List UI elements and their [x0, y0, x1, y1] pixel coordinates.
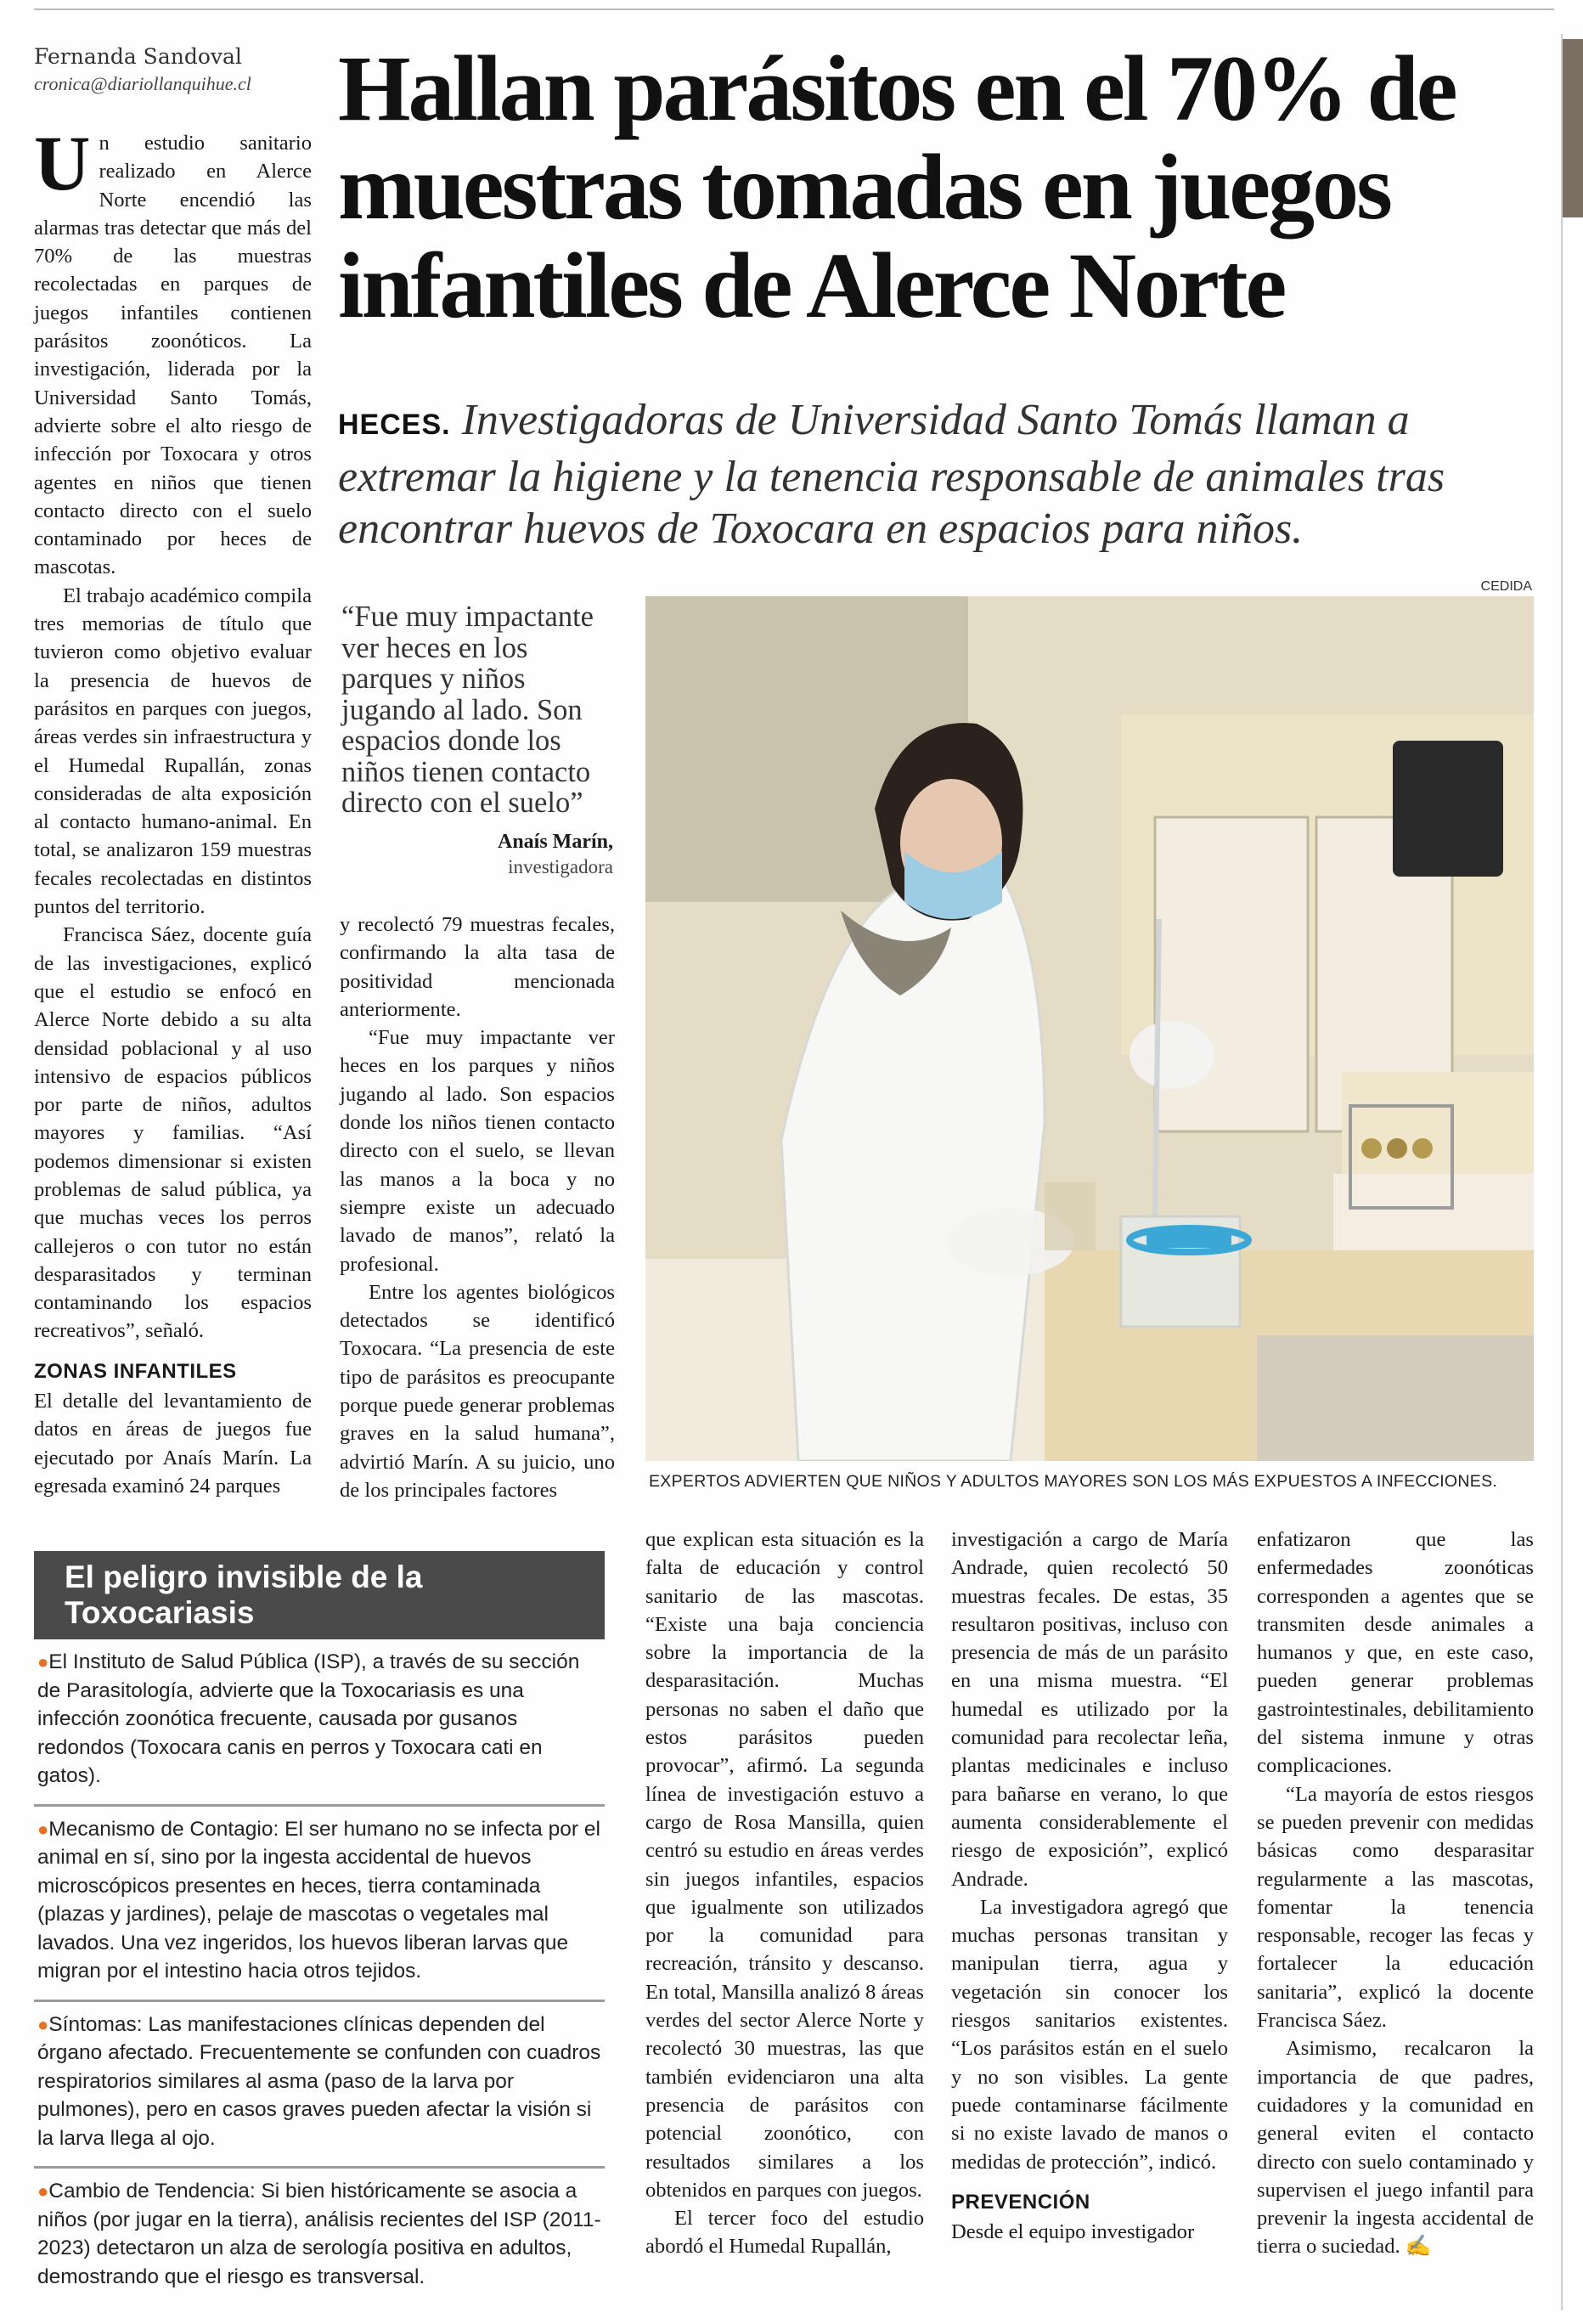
col2-paragraph: Entre los agentes biológicos detectados se identificó Toxocara. “La presencia de este tipo de parásitos es preocupante porque puede generar problemas graves en la salud humana”, advirtió Marín. A su juicio, uno de los principales factores	[340, 1280, 615, 1502]
deck-kicker: HECES.	[338, 409, 451, 441]
info-box-item	[34, 1807, 605, 2002]
drop-cap: U	[34, 120, 91, 206]
info-box-item-text: El Instituto de Salud Pública (ISP), a través de su sección de Parasitología, advierte que la Toxocariasis es una infección zoonótica frecuente, causada por gusanos redondos (Toxocara canis en perros y Toxocara cati en gatos).	[37, 1650, 580, 1787]
info-box-item	[34, 1639, 605, 1807]
subhead-prevencion: PREVENCIÓN	[951, 2190, 1090, 2214]
col1-paragraph: El trabajo académico compila tres memorias de título que tuvieron como objetivo evaluar la presencia de huevos de parásitos en parques con juegos, áreas verdes sin infraestructura y el Humedal Rupallán, zonas consideradas de alta exposición al contacto humano-animal. En total, se analizaron 159 muestras fecales recolectadas en distintos puntos del territorio.	[34, 584, 312, 919]
byline-email: cronica@diariollanquihue.cl	[34, 73, 251, 94]
pull-quote-name: Anaís Marín,	[497, 831, 613, 853]
neighbor-column-strip	[1561, 34, 1583, 2310]
col1-paragraph: n estudio sanitario realizado en Alerce Norte encendió las alarmas tras detectar que más del 70% de las muestras recolectadas en parques de juegos infantiles contienen parásitos zoonóticos. La investigación, liderada por la Universidad Santo Tomás, advierte sobre el alto riesgo de infección por Toxocara y otros agentes en niños que tienen contacto directo con el suelo contaminado por heces de mascotas.	[34, 132, 312, 579]
info-box-title: El peligro invisible de la Toxocariasis	[34, 1551, 605, 1639]
top-rule	[34, 8, 1554, 10]
col5-paragraph: “La mayoría de estos riesgos se pueden prevenir con medidas básicas como desparasitar regularmente a las mascotas, fomentar la tenencia responsable, recoger las fecas y fortalecer la educación sanitaria”, explicó la docente Francisca Sáez.	[1257, 1782, 1534, 2033]
bullet-icon: ●	[37, 2013, 49, 2035]
bullet-icon: ●	[37, 2180, 49, 2202]
headline: Hallan parásitos en el 70% de muestras tomadas en juegos infantiles de Alerce Norte	[338, 37, 1456, 337]
lab-photo-illustration	[645, 596, 1534, 1461]
col2-paragraph: “Fue muy impactante ver heces en los parques y niños jugando al lado. Son espacios donde los niños tienen contacto directo con el suelo, se llevan las manos a la boca y no siempre existe un adecuado lavado de manos”, relató la profesional.	[340, 1026, 615, 1276]
col4-paragraph: investigación a cargo de María Andrade, quien recolectó 50 muestras fecales. De estas, 35 resultaron positivas, incluso con presencia de más de un parásito en una misma muestra. “El humedal es utilizado por la comunidad para recolectar leña, plantas medicinales e incluso para bañarse en verano, lo que aumenta considerablemente el riesgo de exposición”, explicó Andrade.	[951, 1528, 1228, 1891]
col4-paragraph: Desde el equipo investigador	[951, 2220, 1195, 2244]
bullet-icon: ●	[37, 1651, 49, 1672]
column-3	[645, 1526, 924, 2261]
bullet-icon: ●	[37, 1818, 49, 1840]
column-5	[1257, 1526, 1534, 2261]
neighbor-photo-fragment	[1563, 39, 1583, 217]
column-2	[340, 911, 615, 1504]
col2-paragraph: y recolectó 79 muestras fecales, confirmando la alta tasa de positividad mencionada anteriormente.	[340, 913, 615, 1021]
info-box-item-text: Cambio de Tendencia: Si bien históricamente se asocia a niños (por jugar en la tierra), análisis recientes del ISP (2011-2023) detectaron un alza de serología positiva en adultos, demostrando que el riesgo es transversal.	[37, 2180, 601, 2288]
photo-caption: EXPERTOS ADVIERTEN QUE NIÑOS Y ADULTOS MAYORES SON LOS MÁS EXPUESTOS A INFECCIONES.	[649, 1472, 1498, 1491]
col1-paragraph: El detalle del levantamiento de datos en áreas de juegos fue ejecutado por Anaís Marín. La egresada examinó 24 parques	[34, 1390, 312, 1498]
end-mark-icon: ✍	[1405, 2235, 1432, 2259]
info-box	[34, 1551, 605, 2304]
info-box-item	[34, 2002, 605, 2169]
byline-author: Fernanda Sandoval	[34, 44, 242, 69]
column-1	[34, 120, 312, 1500]
col5-paragraph: enfatizaron que las enfermedades zoonóticas corresponden a agentes que se transmiten desde animales a humanos y que, en este caso, pueden generar problemas gastrointestinales, debilitamiento del sistema inmune y otras complicaciones.	[1257, 1528, 1534, 1778]
col5-paragraph-text: Asimismo, recalcaron la importancia de que padres, cuidadores y la comunidad en general eviten el contacto directo con suelo contaminado y supervisen el juego infantil para prevenir la ingesta accidental de tierra o suciedad.	[1257, 2037, 1534, 2259]
column-4	[951, 1526, 1228, 2246]
pull-quote-role: investigadora	[508, 856, 613, 877]
col3-paragraph: El tercer foco del estudio abordó el Humedal Rupallán,	[645, 2207, 924, 2259]
col1-paragraph: Francisca Sáez, docente guía de las investigaciones, explicó que el estudio se enfocó en Alerce Norte debido a su alta densidad poblacional y al uso intensivo de espacios públicos por parte de niños, adultos mayores y familias. “Así podemos dimensionar si existen problemas de salud pública, ya que muchas veces los perros callejeros o con tutor no están desparasitados y terminan contaminando los espacios recreativos”, señaló.	[34, 923, 312, 1343]
photo-credit: CEDIDA	[1480, 579, 1532, 594]
deck-text: Investigadoras de Universidad Santo Tomás llaman a extremar la higiene y la tenencia responsable de animales tras encontrar huevos de Toxocara en espacios para niños.	[338, 396, 1445, 553]
pull-quote: “Fue muy impactante ver heces en los parques y niños jugando al lado. Son espacios donde los niños tienen contacto directo con el suelo”	[341, 601, 594, 819]
info-box-item	[34, 2169, 605, 2304]
info-box-item-text: Síntomas: Las manifestaciones clínicas dependen del órgano afectado. Frecuentemente se confunden con cuadros respiratorios similares al asma (paso de la larva por pulmones), pero en casos graves pueden afectar la visión si la larva llega al ojo.	[37, 2012, 601, 2150]
col5-paragraph	[1257, 2034, 1534, 2260]
col3-paragraph: que explican esta situación es la falta de educación y control sanitario de las mascotas. “Existe una baja conciencia sobre la importancia de la desparasitación. Muchas personas no saben el daño que estos parásitos pueden provocar”, afirmó. La segunda línea de investigación estuvo a cargo de Rosa Mansilla, quien centró su estudio en áreas verdes sin juegos infantiles, espacios que igualmente son utilizados por la comunidad para recreación, tránsito y descanso. En total, Mansilla analizó 8 áreas verdes del sector Alerce Norte y recolectó 30 muestras, las que también evidenciaron una alta presencia de parásitos con potencial zoonótico, con resultados similares a los obtenidos en parques con juegos.	[645, 1528, 924, 2202]
info-box-item-text: Mecanismo de Contagio: El ser humano no se infecta por el animal en sí, sino por la ingesta accidental de huevos microscópicos presentes en heces, tierra contaminada (plazas y jardines), pelaje de mascotas o vegetales mal lavados. Una vez ingeridos, los huevos liberan larvas que migran por el intestino hacia otros tejidos.	[37, 1817, 600, 1983]
col4-paragraph: La investigadora agregó que muchas personas transitan y manipulan tierra, agua y vegetación sin conocer los riesgos sanitarios existentes. “Los parásitos están en el suelo y no son visibles. La gente puede contaminarse fácilmente si no existe lavado de manos o medidas de protección”, indicó.	[951, 1895, 1228, 2174]
subhead-zonas: ZONAS INFANTILES	[34, 1359, 237, 1383]
deck	[338, 394, 1535, 555]
lab-photo	[645, 596, 1534, 1461]
